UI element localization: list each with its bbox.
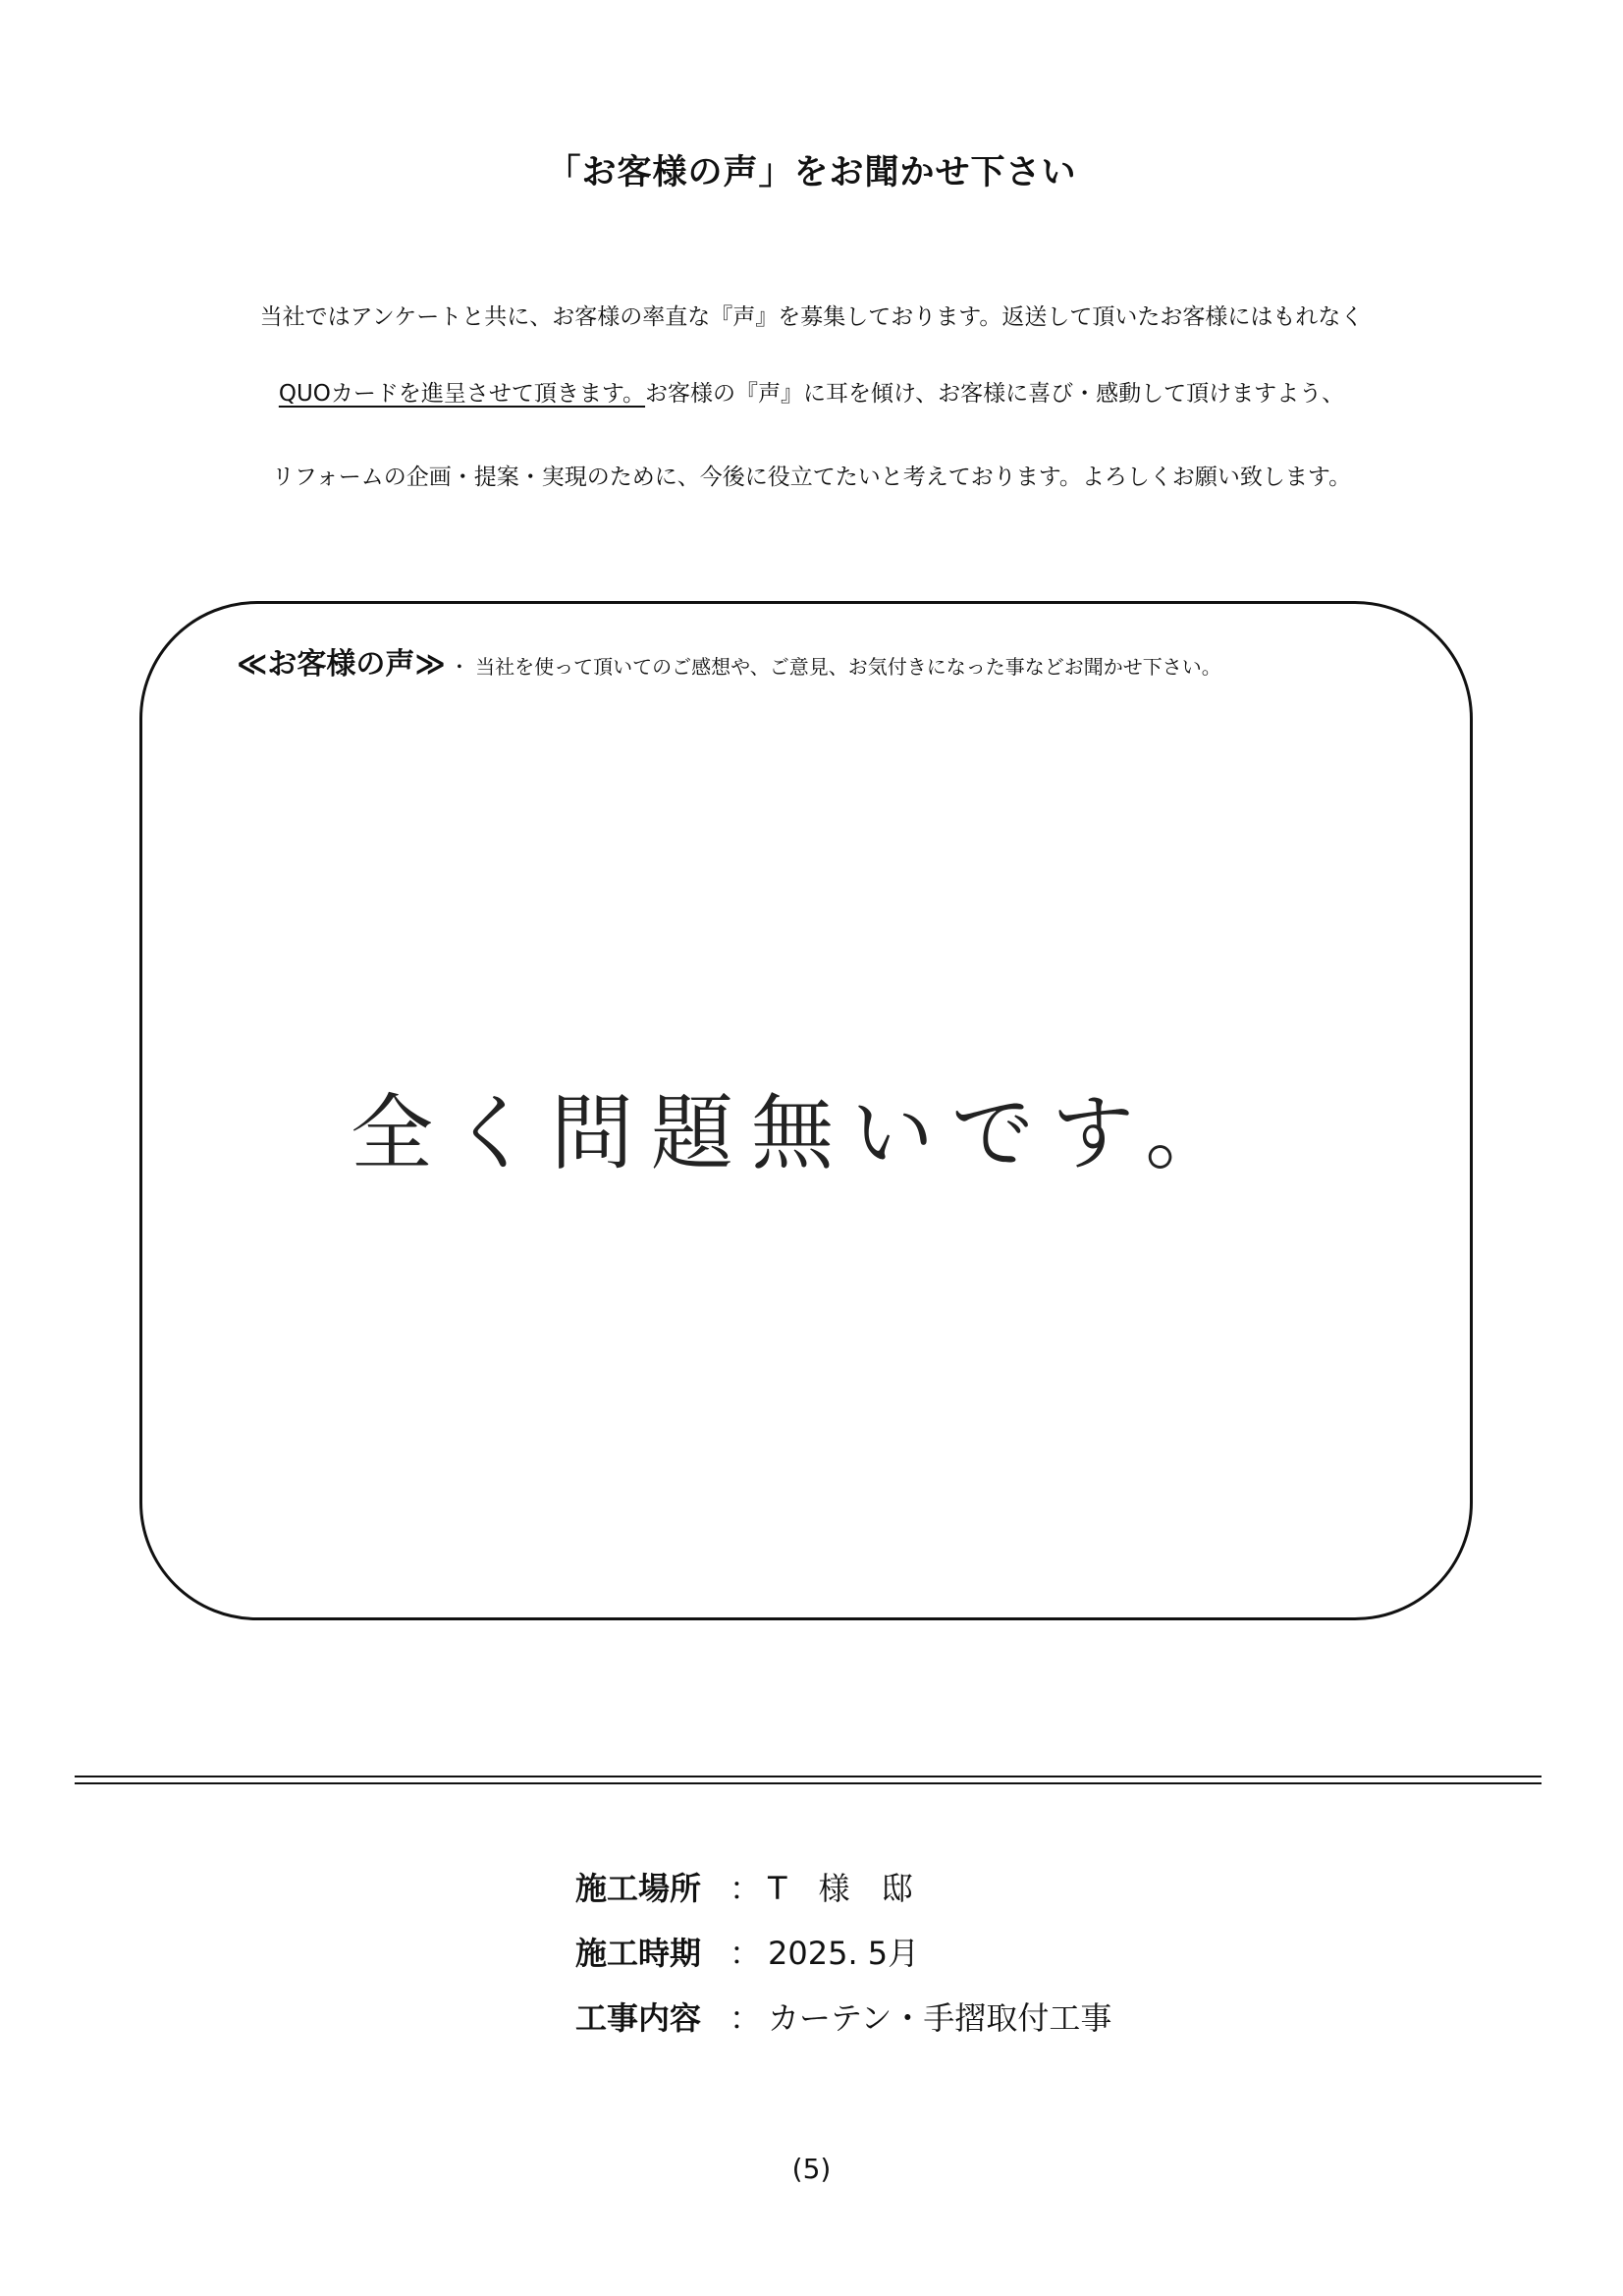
quo-card-notice: QUOカードを進呈させて頂きます。 (278, 381, 646, 407)
voice-box-header (237, 639, 1221, 683)
intro-line-2-rest: お客様の『声』に耳を傾け、お客様に喜び・感動して頂けますよう、 (645, 381, 1345, 407)
info-label: 工事内容 (575, 1999, 702, 2037)
info-row-period (575, 1929, 1111, 1994)
info-row-work-content (575, 1994, 1111, 2058)
section-divider (75, 1776, 1542, 1784)
intro-line-1: 当社ではアンケートと共に、お客様の率直な『声』を募集しております。返送して頂いたお客様にはもれなく (259, 304, 1364, 330)
page-title: 「お客様の声」をお聞かせ下さい (546, 153, 1077, 192)
info-row-location (575, 1864, 1111, 1929)
voice-box-prompt: ・ 当社を使って頂いてのご感想や、ご意見、お気付きになった事などお聞かせ下さい。 (449, 655, 1221, 679)
info-separator: ： (729, 1870, 761, 1907)
customer-answer-handwritten: 全く問題無いです。 (351, 1085, 1246, 1181)
info-label: 施工時期 (575, 1935, 702, 1972)
info-value: 2025. 5月 (768, 1935, 920, 1972)
info-value: T 様 邸 (768, 1870, 913, 1907)
intro-line-3: リフォームの企画・提案・実現のために、今後に役立てたいと考えております。よろしくお願い致します。 (271, 465, 1352, 490)
info-value: カーテン・手摺取付工事 (768, 1999, 1112, 2037)
customer-voice-box (139, 601, 1473, 1620)
info-label: 施工場所 (575, 1870, 702, 1907)
construction-info (575, 1864, 1111, 2058)
intro-line-2 (0, 375, 1623, 408)
page-number: (5) (791, 2153, 832, 2185)
voice-box-label: ≪お客様の声≫ (237, 647, 446, 682)
info-separator: ： (729, 1999, 761, 2037)
info-separator: ： (729, 1935, 761, 1972)
